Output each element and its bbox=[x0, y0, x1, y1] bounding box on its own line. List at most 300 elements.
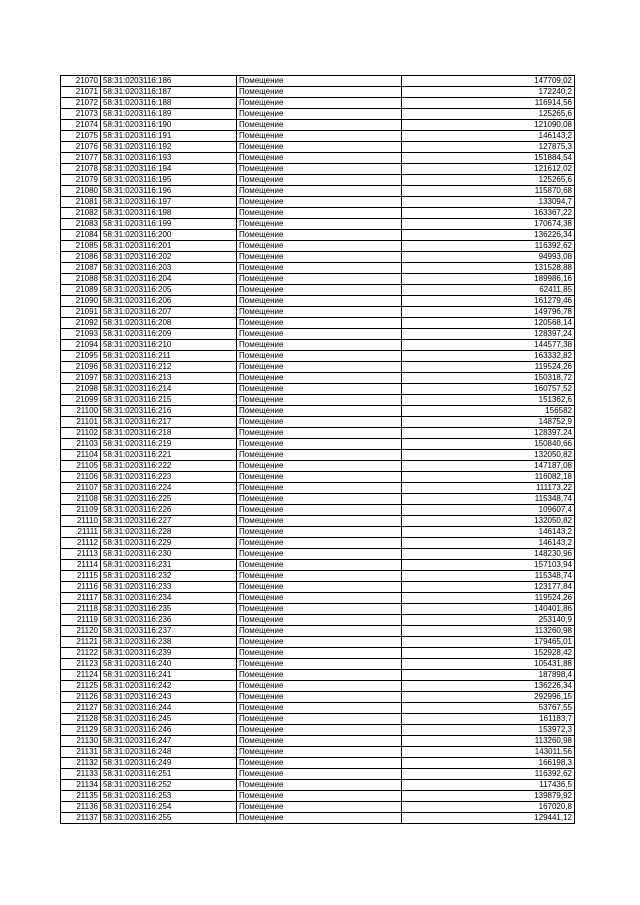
table-row bbox=[61, 76, 575, 87]
record-number-cell: 21089 bbox=[61, 285, 101, 296]
record-number-cell: 21093 bbox=[61, 329, 101, 340]
table-row bbox=[61, 164, 575, 175]
object-type-cell: Помещение bbox=[237, 758, 402, 769]
table-row bbox=[61, 681, 575, 692]
cadastral-number-cell: 58:31:0203116:242 bbox=[101, 681, 237, 692]
cadastral-value-cell: 139879,92 bbox=[402, 791, 575, 802]
cadastral-number-cell: 58:31:0203116:254 bbox=[101, 802, 237, 813]
table-row bbox=[61, 318, 575, 329]
table-row bbox=[61, 692, 575, 703]
cadastral-value-cell: 119524,26 bbox=[402, 362, 575, 373]
cadastral-number-cell: 58:31:0203116:233 bbox=[101, 582, 237, 593]
record-number-cell: 21087 bbox=[61, 263, 101, 274]
cadastral-number-cell: 58:31:0203116:204 bbox=[101, 274, 237, 285]
table-row bbox=[61, 186, 575, 197]
cadastral-value-cell: 157103,94 bbox=[402, 560, 575, 571]
cadastral-number-cell: 58:31:0203116:238 bbox=[101, 637, 237, 648]
record-number-cell: 21117 bbox=[61, 593, 101, 604]
cadastral-number-cell: 58:31:0203116:209 bbox=[101, 329, 237, 340]
table-row bbox=[61, 208, 575, 219]
cadastral-number-cell: 58:31:0203116:245 bbox=[101, 714, 237, 725]
record-number-cell: 21114 bbox=[61, 560, 101, 571]
cadastral-value-cell: 253140,9 bbox=[402, 615, 575, 626]
object-type-cell: Помещение bbox=[237, 604, 402, 615]
record-number-cell: 21111 bbox=[61, 527, 101, 538]
object-type-cell: Помещение bbox=[237, 626, 402, 637]
cadastral-value-cell: 147187,08 bbox=[402, 461, 575, 472]
object-type-cell: Помещение bbox=[237, 659, 402, 670]
record-number-cell: 21106 bbox=[61, 472, 101, 483]
table-row bbox=[61, 791, 575, 802]
table-row bbox=[61, 142, 575, 153]
cadastral-number-cell: 58:31:0203116:222 bbox=[101, 461, 237, 472]
table-row bbox=[61, 362, 575, 373]
object-type-cell: Помещение bbox=[237, 164, 402, 175]
cadastral-value-cell: 150840,66 bbox=[402, 439, 575, 450]
cadastral-number-cell: 58:31:0203116:215 bbox=[101, 395, 237, 406]
cadastral-number-cell: 58:31:0203116:224 bbox=[101, 483, 237, 494]
table-row bbox=[61, 252, 575, 263]
cadastral-value-cell: 109607,4 bbox=[402, 505, 575, 516]
cadastral-number-cell: 58:31:0203116:213 bbox=[101, 373, 237, 384]
cadastral-value-cell: 120568,14 bbox=[402, 318, 575, 329]
cadastral-value-cell: 163367,22 bbox=[402, 208, 575, 219]
record-number-cell: 21092 bbox=[61, 318, 101, 329]
cadastral-number-cell: 58:31:0203116:217 bbox=[101, 417, 237, 428]
table-row bbox=[61, 461, 575, 472]
table-row bbox=[61, 384, 575, 395]
cadastral-value-cell: 152928,42 bbox=[402, 648, 575, 659]
record-number-cell: 21073 bbox=[61, 109, 101, 120]
record-number-cell: 21121 bbox=[61, 637, 101, 648]
cadastral-value-cell: 167020,8 bbox=[402, 802, 575, 813]
table-row bbox=[61, 626, 575, 637]
cadastral-number-cell: 58:31:0203116:241 bbox=[101, 670, 237, 681]
cadastral-number-cell: 58:31:0203116:237 bbox=[101, 626, 237, 637]
table-row bbox=[61, 747, 575, 758]
table-row bbox=[61, 494, 575, 505]
record-number-cell: 21103 bbox=[61, 439, 101, 450]
table-row bbox=[61, 571, 575, 582]
cadastral-value-cell: 115870,68 bbox=[402, 186, 575, 197]
record-number-cell: 21097 bbox=[61, 373, 101, 384]
record-number-cell: 21076 bbox=[61, 142, 101, 153]
record-number-cell: 21119 bbox=[61, 615, 101, 626]
cadastral-value-cell: 132050,82 bbox=[402, 516, 575, 527]
object-type-cell: Помещение bbox=[237, 791, 402, 802]
table-row bbox=[61, 615, 575, 626]
cadastral-number-cell: 58:31:0203116:193 bbox=[101, 153, 237, 164]
cadastral-value-cell: 151884,54 bbox=[402, 153, 575, 164]
cadastral-value-cell: 115348,74 bbox=[402, 494, 575, 505]
table-row bbox=[61, 241, 575, 252]
table-row bbox=[61, 274, 575, 285]
table-row bbox=[61, 714, 575, 725]
cadastral-number-cell: 58:31:0203116:202 bbox=[101, 252, 237, 263]
object-type-cell: Помещение bbox=[237, 175, 402, 186]
object-type-cell: Помещение bbox=[237, 747, 402, 758]
table-row bbox=[61, 175, 575, 186]
table-row bbox=[61, 758, 575, 769]
object-type-cell: Помещение bbox=[237, 384, 402, 395]
table-row bbox=[61, 780, 575, 791]
cadastral-number-cell: 58:31:0203116:210 bbox=[101, 340, 237, 351]
cadastral-number-cell: 58:31:0203116:201 bbox=[101, 241, 237, 252]
cadastral-number-cell: 58:31:0203116:223 bbox=[101, 472, 237, 483]
cadastral-number-cell: 58:31:0203116:190 bbox=[101, 120, 237, 131]
table-row bbox=[61, 648, 575, 659]
cadastral-number-cell: 58:31:0203116:206 bbox=[101, 296, 237, 307]
object-type-cell: Помещение bbox=[237, 208, 402, 219]
table-row bbox=[61, 373, 575, 384]
cadastral-value-cell: 146143,2 bbox=[402, 538, 575, 549]
table-row bbox=[61, 736, 575, 747]
cadastral-value-cell: 146143,2 bbox=[402, 131, 575, 142]
cadastral-value-cell: 136226,34 bbox=[402, 230, 575, 241]
cadastral-number-cell: 58:31:0203116:212 bbox=[101, 362, 237, 373]
table-row bbox=[61, 285, 575, 296]
record-number-cell: 21107 bbox=[61, 483, 101, 494]
record-number-cell: 21083 bbox=[61, 219, 101, 230]
object-type-cell: Помещение bbox=[237, 780, 402, 791]
record-number-cell: 21115 bbox=[61, 571, 101, 582]
cadastral-number-cell: 58:31:0203116:231 bbox=[101, 560, 237, 571]
record-number-cell: 21071 bbox=[61, 87, 101, 98]
cadastral-number-cell: 58:31:0203116:235 bbox=[101, 604, 237, 615]
table-row bbox=[61, 87, 575, 98]
record-number-cell: 21134 bbox=[61, 780, 101, 791]
cadastral-number-cell: 58:31:0203116:234 bbox=[101, 593, 237, 604]
record-number-cell: 21132 bbox=[61, 758, 101, 769]
cadastral-value-cell: 113260,98 bbox=[402, 736, 575, 747]
record-number-cell: 21078 bbox=[61, 164, 101, 175]
cadastral-number-cell: 58:31:0203116:207 bbox=[101, 307, 237, 318]
object-type-cell: Помещение bbox=[237, 494, 402, 505]
object-type-cell: Помещение bbox=[237, 692, 402, 703]
cadastral-number-cell: 58:31:0203116:200 bbox=[101, 230, 237, 241]
record-number-cell: 21099 bbox=[61, 395, 101, 406]
object-type-cell: Помещение bbox=[237, 714, 402, 725]
object-type-cell: Помещение bbox=[237, 802, 402, 813]
cadastral-number-cell: 58:31:0203116:253 bbox=[101, 791, 237, 802]
object-type-cell: Помещение bbox=[237, 582, 402, 593]
cadastral-number-cell: 58:31:0203116:214 bbox=[101, 384, 237, 395]
object-type-cell: Помещение bbox=[237, 472, 402, 483]
cadastral-value-cell: 116082,18 bbox=[402, 472, 575, 483]
table-row bbox=[61, 538, 575, 549]
object-type-cell: Помещение bbox=[237, 186, 402, 197]
object-type-cell: Помещение bbox=[237, 505, 402, 516]
record-number-cell: 21095 bbox=[61, 351, 101, 362]
object-type-cell: Помещение bbox=[237, 98, 402, 109]
object-type-cell: Помещение bbox=[237, 439, 402, 450]
object-type-cell: Помещение bbox=[237, 406, 402, 417]
cadastral-number-cell: 58:31:0203116:208 bbox=[101, 318, 237, 329]
object-type-cell: Помещение bbox=[237, 648, 402, 659]
table-row bbox=[61, 637, 575, 648]
cadastral-number-cell: 58:31:0203116:244 bbox=[101, 703, 237, 714]
record-number-cell: 21120 bbox=[61, 626, 101, 637]
cadastral-number-cell: 58:31:0203116:232 bbox=[101, 571, 237, 582]
cadastral-number-cell: 58:31:0203116:225 bbox=[101, 494, 237, 505]
cadastral-number-cell: 58:31:0203116:197 bbox=[101, 197, 237, 208]
record-number-cell: 21102 bbox=[61, 428, 101, 439]
table-row bbox=[61, 604, 575, 615]
object-type-cell: Помещение bbox=[237, 230, 402, 241]
cadastral-number-cell: 58:31:0203116:191 bbox=[101, 131, 237, 142]
cadastral-value-cell: 105431,88 bbox=[402, 659, 575, 670]
cadastral-number-cell: 58:31:0203116:199 bbox=[101, 219, 237, 230]
table-row bbox=[61, 813, 575, 824]
cadastral-number-cell: 58:31:0203116:249 bbox=[101, 758, 237, 769]
cadastral-value-cell: 153972,3 bbox=[402, 725, 575, 736]
records-table-body bbox=[61, 76, 575, 824]
cadastral-number-cell: 58:31:0203116:228 bbox=[101, 527, 237, 538]
cadastral-number-cell: 58:31:0203116:255 bbox=[101, 813, 237, 824]
cadastral-value-cell: 131528,88 bbox=[402, 263, 575, 274]
cadastral-value-cell: 160757,52 bbox=[402, 384, 575, 395]
cadastral-number-cell: 58:31:0203116:189 bbox=[101, 109, 237, 120]
record-number-cell: 21137 bbox=[61, 813, 101, 824]
object-type-cell: Помещение bbox=[237, 285, 402, 296]
table-row bbox=[61, 307, 575, 318]
record-number-cell: 21104 bbox=[61, 450, 101, 461]
object-type-cell: Помещение bbox=[237, 318, 402, 329]
object-type-cell: Помещение bbox=[237, 549, 402, 560]
record-number-cell: 21077 bbox=[61, 153, 101, 164]
object-type-cell: Помещение bbox=[237, 516, 402, 527]
cadastral-number-cell: 58:31:0203116:226 bbox=[101, 505, 237, 516]
object-type-cell: Помещение bbox=[237, 362, 402, 373]
table-row bbox=[61, 120, 575, 131]
object-type-cell: Помещение bbox=[237, 725, 402, 736]
cadastral-value-cell: 156582 bbox=[402, 406, 575, 417]
table-row bbox=[61, 450, 575, 461]
record-number-cell: 21101 bbox=[61, 417, 101, 428]
cadastral-value-cell: 128397,24 bbox=[402, 329, 575, 340]
table-row bbox=[61, 769, 575, 780]
object-type-cell: Помещение bbox=[237, 351, 402, 362]
object-type-cell: Помещение bbox=[237, 296, 402, 307]
object-type-cell: Помещение bbox=[237, 670, 402, 681]
record-number-cell: 21135 bbox=[61, 791, 101, 802]
record-number-cell: 21098 bbox=[61, 384, 101, 395]
table-row bbox=[61, 395, 575, 406]
table-row bbox=[61, 439, 575, 450]
cadastral-value-cell: 189986,16 bbox=[402, 274, 575, 285]
object-type-cell: Помещение bbox=[237, 769, 402, 780]
table-row bbox=[61, 219, 575, 230]
table-row bbox=[61, 670, 575, 681]
object-type-cell: Помещение bbox=[237, 615, 402, 626]
object-type-cell: Помещение bbox=[237, 813, 402, 824]
record-number-cell: 21096 bbox=[61, 362, 101, 373]
cadastral-value-cell: 132050,82 bbox=[402, 450, 575, 461]
cadastral-number-cell: 58:31:0203116:236 bbox=[101, 615, 237, 626]
table-row bbox=[61, 582, 575, 593]
cadastral-value-cell: 172240,2 bbox=[402, 87, 575, 98]
cadastral-value-cell: 170674,38 bbox=[402, 219, 575, 230]
cadastral-number-cell: 58:31:0203116:246 bbox=[101, 725, 237, 736]
table-row bbox=[61, 153, 575, 164]
record-number-cell: 21133 bbox=[61, 769, 101, 780]
object-type-cell: Помещение bbox=[237, 109, 402, 120]
cadastral-number-cell: 58:31:0203116:218 bbox=[101, 428, 237, 439]
record-number-cell: 21082 bbox=[61, 208, 101, 219]
record-number-cell: 21116 bbox=[61, 582, 101, 593]
table-row bbox=[61, 329, 575, 340]
record-number-cell: 21126 bbox=[61, 692, 101, 703]
object-type-cell: Помещение bbox=[237, 527, 402, 538]
object-type-cell: Помещение bbox=[237, 571, 402, 582]
record-number-cell: 21118 bbox=[61, 604, 101, 615]
record-number-cell: 21109 bbox=[61, 505, 101, 516]
record-number-cell: 21075 bbox=[61, 131, 101, 142]
cadastral-value-cell: 121612,02 bbox=[402, 164, 575, 175]
object-type-cell: Помещение bbox=[237, 329, 402, 340]
table-row bbox=[61, 263, 575, 274]
cadastral-value-cell: 125265,6 bbox=[402, 109, 575, 120]
cadastral-value-cell: 62411,85 bbox=[402, 285, 575, 296]
table-row bbox=[61, 593, 575, 604]
table-row bbox=[61, 406, 575, 417]
cadastral-number-cell: 58:31:0203116:227 bbox=[101, 516, 237, 527]
object-type-cell: Помещение bbox=[237, 736, 402, 747]
record-number-cell: 21136 bbox=[61, 802, 101, 813]
cadastral-number-cell: 58:31:0203116:251 bbox=[101, 769, 237, 780]
cadastral-value-cell: 115348,74 bbox=[402, 571, 575, 582]
cadastral-value-cell: 53767,55 bbox=[402, 703, 575, 714]
object-type-cell: Помещение bbox=[237, 219, 402, 230]
object-type-cell: Помещение bbox=[237, 120, 402, 131]
object-type-cell: Помещение bbox=[237, 197, 402, 208]
cadastral-value-cell: 179465,01 bbox=[402, 637, 575, 648]
cadastral-value-cell: 150318,72 bbox=[402, 373, 575, 384]
record-number-cell: 21128 bbox=[61, 714, 101, 725]
cadastral-number-cell: 58:31:0203116:198 bbox=[101, 208, 237, 219]
record-number-cell: 21091 bbox=[61, 307, 101, 318]
record-number-cell: 21112 bbox=[61, 538, 101, 549]
cadastral-value-cell: 129441,12 bbox=[402, 813, 575, 824]
cadastral-value-cell: 151362,6 bbox=[402, 395, 575, 406]
cadastral-value-cell: 113260,98 bbox=[402, 626, 575, 637]
cadastral-value-cell: 143011,56 bbox=[402, 747, 575, 758]
table-row bbox=[61, 549, 575, 560]
cadastral-value-cell: 111173,22 bbox=[402, 483, 575, 494]
record-number-cell: 21123 bbox=[61, 659, 101, 670]
cadastral-number-cell: 58:31:0203116:216 bbox=[101, 406, 237, 417]
cadastral-number-cell: 58:31:0203116:203 bbox=[101, 263, 237, 274]
cadastral-number-cell: 58:31:0203116:187 bbox=[101, 87, 237, 98]
record-number-cell: 21129 bbox=[61, 725, 101, 736]
record-number-cell: 21110 bbox=[61, 516, 101, 527]
cadastral-number-cell: 58:31:0203116:247 bbox=[101, 736, 237, 747]
record-number-cell: 21080 bbox=[61, 186, 101, 197]
cadastral-value-cell: 144577,38 bbox=[402, 340, 575, 351]
cadastral-number-cell: 58:31:0203116:230 bbox=[101, 549, 237, 560]
cadastral-number-cell: 58:31:0203116:211 bbox=[101, 351, 237, 362]
record-number-cell: 21124 bbox=[61, 670, 101, 681]
table-row bbox=[61, 98, 575, 109]
object-type-cell: Помещение bbox=[237, 307, 402, 318]
cadastral-number-cell: 58:31:0203116:195 bbox=[101, 175, 237, 186]
object-type-cell: Помещение bbox=[237, 340, 402, 351]
table-row bbox=[61, 428, 575, 439]
cadastral-number-cell: 58:31:0203116:243 bbox=[101, 692, 237, 703]
table-row bbox=[61, 802, 575, 813]
table-row bbox=[61, 109, 575, 120]
table-row bbox=[61, 197, 575, 208]
cadastral-number-cell: 58:31:0203116:239 bbox=[101, 648, 237, 659]
record-number-cell: 21125 bbox=[61, 681, 101, 692]
cadastral-value-cell: 119524,26 bbox=[402, 593, 575, 604]
record-number-cell: 21100 bbox=[61, 406, 101, 417]
cadastral-value-cell: 149796,78 bbox=[402, 307, 575, 318]
table-row bbox=[61, 725, 575, 736]
record-number-cell: 21088 bbox=[61, 274, 101, 285]
record-number-cell: 21084 bbox=[61, 230, 101, 241]
object-type-cell: Помещение bbox=[237, 538, 402, 549]
table-row bbox=[61, 472, 575, 483]
record-number-cell: 21081 bbox=[61, 197, 101, 208]
cadastral-number-cell: 58:31:0203116:188 bbox=[101, 98, 237, 109]
cadastral-value-cell: 116392,62 bbox=[402, 769, 575, 780]
table-row bbox=[61, 296, 575, 307]
record-number-cell: 21122 bbox=[61, 648, 101, 659]
record-number-cell: 21085 bbox=[61, 241, 101, 252]
record-number-cell: 21090 bbox=[61, 296, 101, 307]
record-number-cell: 21072 bbox=[61, 98, 101, 109]
cadastral-value-cell: 146143,2 bbox=[402, 527, 575, 538]
record-number-cell: 21086 bbox=[61, 252, 101, 263]
cadastral-number-cell: 58:31:0203116:248 bbox=[101, 747, 237, 758]
cadastral-value-cell: 125265,6 bbox=[402, 175, 575, 186]
cadastral-value-cell: 147709,02 bbox=[402, 76, 575, 87]
table-row bbox=[61, 417, 575, 428]
object-type-cell: Помещение bbox=[237, 428, 402, 439]
cadastral-value-cell: 148230,96 bbox=[402, 549, 575, 560]
cadastral-value-cell: 121090,08 bbox=[402, 120, 575, 131]
cadastral-number-cell: 58:31:0203116:240 bbox=[101, 659, 237, 670]
table-row bbox=[61, 659, 575, 670]
cadastral-value-cell: 166198,3 bbox=[402, 758, 575, 769]
cadastral-number-cell: 58:31:0203116:229 bbox=[101, 538, 237, 549]
object-type-cell: Помещение bbox=[237, 263, 402, 274]
records-table bbox=[60, 75, 575, 824]
cadastral-number-cell: 58:31:0203116:252 bbox=[101, 780, 237, 791]
object-type-cell: Помещение bbox=[237, 153, 402, 164]
cadastral-value-cell: 128397,24 bbox=[402, 428, 575, 439]
record-number-cell: 21131 bbox=[61, 747, 101, 758]
cadastral-value-cell: 94993,08 bbox=[402, 252, 575, 263]
table-row bbox=[61, 516, 575, 527]
cadastral-value-cell: 116914,56 bbox=[402, 98, 575, 109]
object-type-cell: Помещение bbox=[237, 142, 402, 153]
cadastral-value-cell: 161183,7 bbox=[402, 714, 575, 725]
cadastral-value-cell: 123177,84 bbox=[402, 582, 575, 593]
table-row bbox=[61, 560, 575, 571]
record-number-cell: 21127 bbox=[61, 703, 101, 714]
record-number-cell: 21079 bbox=[61, 175, 101, 186]
object-type-cell: Помещение bbox=[237, 560, 402, 571]
object-type-cell: Помещение bbox=[237, 87, 402, 98]
object-type-cell: Помещение bbox=[237, 395, 402, 406]
table-row bbox=[61, 131, 575, 142]
cadastral-value-cell: 140401,86 bbox=[402, 604, 575, 615]
object-type-cell: Помещение bbox=[237, 681, 402, 692]
record-number-cell: 21113 bbox=[61, 549, 101, 560]
cadastral-value-cell: 136226,34 bbox=[402, 681, 575, 692]
